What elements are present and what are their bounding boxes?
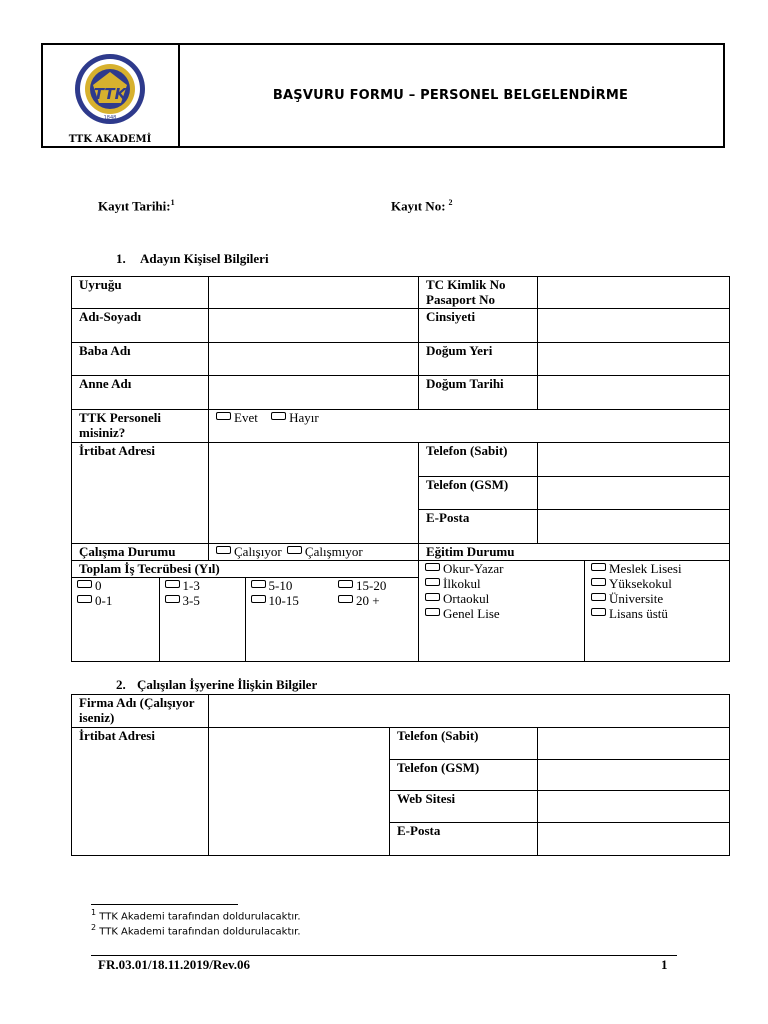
exp-option-0-1[interactable] <box>77 593 154 608</box>
father-name-input[interactable] <box>209 343 419 376</box>
name-label: Adı-Soyadı <box>72 309 209 343</box>
section2-heading <box>116 677 317 693</box>
tc-passport-label <box>419 277 538 309</box>
section1-number: 1. <box>116 251 126 266</box>
exp-option-label: 0 <box>95 577 102 593</box>
section1-title: Adayın Kişisel Bilgileri <box>140 251 269 266</box>
exp-option-3-5[interactable] <box>165 593 240 608</box>
checkbox-icon[interactable] <box>77 580 92 588</box>
footnote-2-num: 2 <box>91 923 97 932</box>
checkbox-icon[interactable] <box>425 608 440 616</box>
gender-label: Cinsiyeti <box>419 309 538 343</box>
checkbox-icon[interactable] <box>338 595 353 603</box>
edu-option-college[interactable] <box>591 576 723 591</box>
section1-heading <box>116 251 269 267</box>
work-phone-gsm-label: Telefon (GSM) <box>390 760 538 791</box>
work-email-input[interactable] <box>538 823 730 856</box>
checkbox-icon[interactable] <box>271 412 286 420</box>
website-label: Web Sitesi <box>390 791 538 823</box>
birth-place-input[interactable] <box>538 343 730 376</box>
exp-option-20-plus[interactable] <box>338 593 414 608</box>
personal-info-table <box>71 276 730 662</box>
work-address-input[interactable] <box>209 728 390 856</box>
exp-option-10-15[interactable] <box>251 593 329 608</box>
work-status-label: Çalışma Durumu <box>72 544 209 561</box>
edu-option-label: Genel Lise <box>443 606 500 621</box>
ttk-staff-no-label: Hayır <box>289 410 319 425</box>
checkbox-icon[interactable] <box>165 595 180 603</box>
exp-option-label: 15-20 <box>356 577 387 593</box>
checkbox-icon[interactable] <box>251 580 266 588</box>
education-options-right <box>585 561 730 662</box>
ttk-staff-no-option[interactable] <box>271 410 319 425</box>
exp-option-label: 3-5 <box>182 592 200 608</box>
section2-title: Çalışılan İşyerine İlişkin Bilgiler <box>137 677 318 692</box>
experience-col-2 <box>159 577 245 661</box>
phone-gsm-label: Telefon (GSM) <box>419 477 538 510</box>
document-code: FR.03.01/18.11.2019/Rev.06 <box>98 957 251 972</box>
checkbox-icon[interactable] <box>591 608 606 616</box>
exp-option-label: 0-1 <box>95 592 113 608</box>
logo-cell <box>43 45 180 146</box>
mother-name-input[interactable] <box>209 376 419 410</box>
checkbox-icon[interactable] <box>251 595 266 603</box>
registration-number <box>391 198 453 214</box>
footnote-1-text: TTK Akademi tarafından doldurulacaktır. <box>99 911 301 923</box>
logo-year: 1848 <box>103 115 117 121</box>
footnote-ref-2: 2 <box>448 198 453 207</box>
exp-option-0[interactable] <box>77 578 154 593</box>
nationality-label: Uyruğu <box>72 277 209 309</box>
work-status-options <box>209 544 419 561</box>
work-address-label: İrtibat Adresi <box>72 728 209 856</box>
birth-date-label: Doğum Tarihi <box>419 376 538 410</box>
name-input[interactable] <box>209 309 419 343</box>
website-input[interactable] <box>538 791 730 823</box>
checkbox-icon[interactable] <box>425 593 440 601</box>
edu-option-label: Ortaokul <box>443 591 490 606</box>
company-input[interactable] <box>209 695 730 728</box>
experience-col-3 <box>245 577 333 661</box>
email-input[interactable] <box>538 510 730 544</box>
logo-caption: TTK AKADEMİ <box>68 134 152 145</box>
footnote-ref-1: 1 <box>170 198 175 207</box>
section2-number: 2. <box>116 677 126 692</box>
registration-number-label: Kayıt No: <box>391 198 446 214</box>
footnote-2-text: TTK Akademi tarafından doldurulacaktır. <box>99 926 301 938</box>
ttk-staff-yes-label: Evet <box>234 410 258 425</box>
checkbox-icon[interactable] <box>77 595 92 603</box>
experience-col-4 <box>333 577 419 661</box>
address-input[interactable] <box>209 443 419 544</box>
birth-place-label: Doğum Yeri <box>419 343 538 376</box>
edu-option-postgrad[interactable] <box>591 606 723 621</box>
footnote-1-num: 1 <box>91 908 97 917</box>
experience-cell <box>72 561 419 662</box>
ttk-akademi-logo <box>43 45 178 146</box>
edu-option-primary[interactable] <box>425 576 578 591</box>
company-label: Firma Adı (Çalışıyor iseniz) <box>72 695 209 728</box>
work-status-unemployed-option[interactable] <box>287 544 363 559</box>
checkbox-icon[interactable] <box>216 412 231 420</box>
experience-table <box>72 561 419 661</box>
passport-no-label: Pasaport No <box>426 292 495 307</box>
ttk-staff-yes-option[interactable] <box>216 410 258 425</box>
work-phone-fixed-label: Telefon (Sabit) <box>390 728 538 760</box>
experience-col-1 <box>72 577 159 661</box>
ttk-staff-label: TTK Personeli misiniz? <box>72 410 209 443</box>
registration-date-label: Kayıt Tarihi: <box>98 198 171 214</box>
edu-option-label: Okur-Yazar <box>443 561 504 576</box>
tc-no-label: TC Kimlik No <box>426 277 506 292</box>
edu-option-label: İlkokul <box>443 576 481 591</box>
checkbox-icon[interactable] <box>591 563 606 571</box>
checkbox-icon[interactable] <box>287 546 302 554</box>
footnote-1 <box>91 908 301 922</box>
exp-option-1-3[interactable] <box>165 578 240 593</box>
birth-date-input[interactable] <box>538 376 730 410</box>
workplace-info-table <box>71 694 730 856</box>
edu-option-label: Üniversite <box>609 591 664 606</box>
footnote-2 <box>91 923 301 937</box>
experience-label: Toplam İş Tecrübesi (Yıl) <box>72 561 419 577</box>
form-header <box>41 43 725 148</box>
checkbox-icon[interactable] <box>425 563 440 571</box>
tc-passport-input[interactable] <box>538 277 730 309</box>
edu-option-literate[interactable] <box>425 561 578 576</box>
ttk-staff-options <box>209 410 730 443</box>
employed-label: Çalışıyor <box>234 544 282 559</box>
checkbox-icon[interactable] <box>338 580 353 588</box>
edu-option-vocational[interactable] <box>591 561 723 576</box>
footnote-divider <box>91 904 238 905</box>
gender-input[interactable] <box>538 309 730 343</box>
checkbox-icon[interactable] <box>591 593 606 601</box>
phone-fixed-input[interactable] <box>538 443 730 477</box>
registration-date <box>98 198 175 214</box>
phone-fixed-label: Telefon (Sabit) <box>419 443 538 477</box>
work-status-employed-option[interactable] <box>216 544 282 559</box>
edu-option-label: Yüksekokul <box>609 576 672 591</box>
edu-option-middle[interactable] <box>425 591 578 606</box>
exp-option-5-10[interactable] <box>251 578 329 593</box>
edu-option-university[interactable] <box>591 591 723 606</box>
logo-emblem-text: TTK <box>93 85 127 103</box>
unemployed-label: Çalışmıyor <box>304 544 363 559</box>
nationality-input[interactable] <box>209 277 419 309</box>
exp-option-label: 5-10 <box>268 577 293 593</box>
education-label: Eğitim Durumu <box>419 544 730 561</box>
checkbox-icon[interactable] <box>591 578 606 586</box>
father-name-label: Baba Adı <box>72 343 209 376</box>
email-label: E-Posta <box>419 510 538 544</box>
footer-divider <box>91 955 677 956</box>
education-options-left <box>419 561 585 662</box>
work-phone-gsm-input[interactable] <box>538 760 730 791</box>
checkbox-icon[interactable] <box>216 546 231 554</box>
edu-option-label: Meslek Lisesi <box>609 561 682 576</box>
address-label: İrtibat Adresi <box>72 443 209 544</box>
checkbox-icon[interactable] <box>165 580 180 588</box>
work-email-label: E-Posta <box>390 823 538 856</box>
work-phone-fixed-input[interactable] <box>538 728 730 760</box>
page-number: 1 <box>661 957 668 972</box>
exp-option-label: 20 + <box>356 592 380 608</box>
checkbox-icon[interactable] <box>425 578 440 586</box>
exp-option-label: 10-15 <box>268 592 299 608</box>
mother-name-label: Anne Adı <box>72 376 209 410</box>
form-title: BAŞVURU FORMU – PERSONEL BELGELENDİRME <box>272 88 629 103</box>
edu-option-high-school[interactable] <box>425 606 578 621</box>
edu-option-label: Lisans üstü <box>609 606 668 621</box>
exp-option-15-20[interactable] <box>338 578 414 593</box>
exp-option-label: 1-3 <box>182 577 200 593</box>
phone-gsm-input[interactable] <box>538 477 730 510</box>
